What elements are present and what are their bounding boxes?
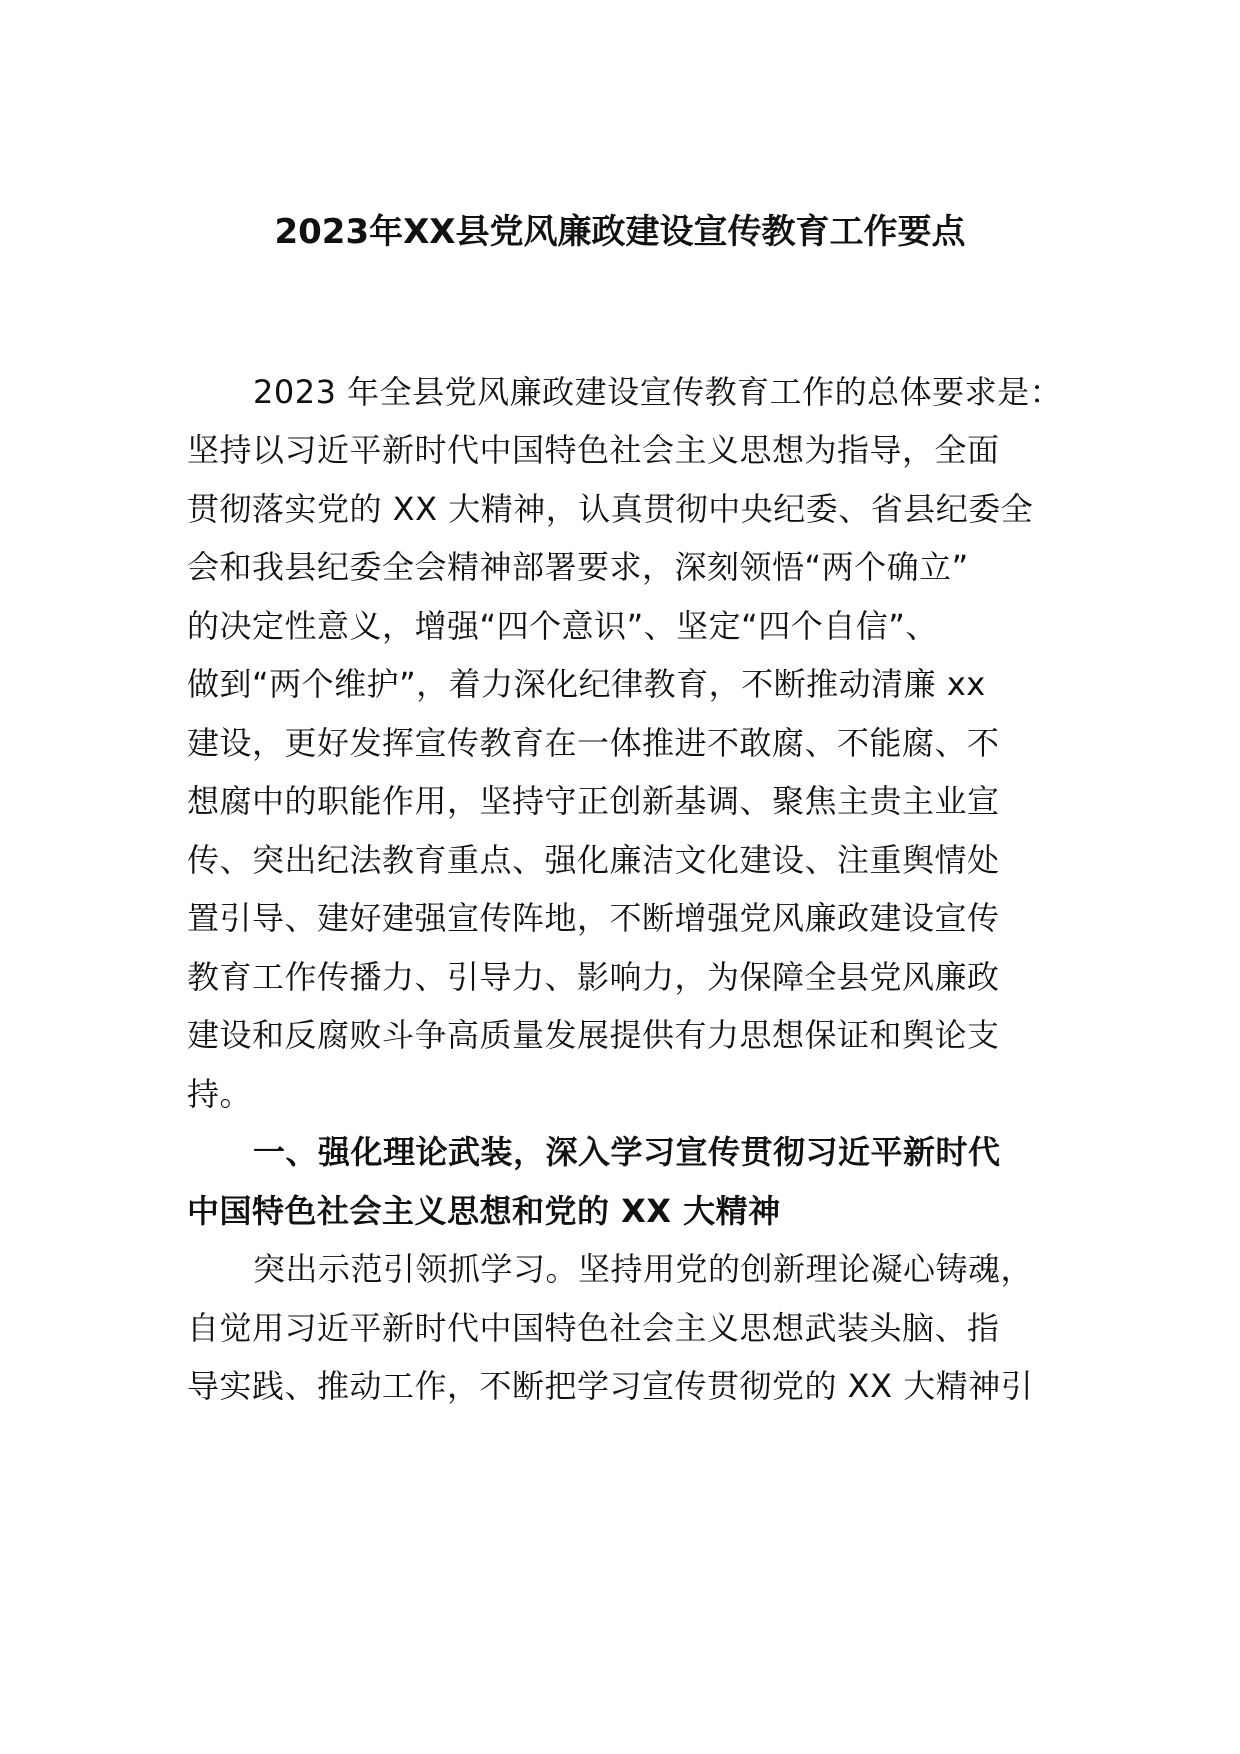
paragraph-1-line-13: 持。 <box>187 1075 253 1113</box>
paragraph-2-line-3: 导实践、推动工作，不断把学习宣传贯彻党的 XX 大精神引 <box>187 1367 1034 1405</box>
section-1-heading-line-1: 一、强化理论武装，深入学习宣传贯彻习近平新时代 <box>253 1133 1001 1171</box>
paragraph-2-line-2: 自觉用习近平新时代中国特色社会主义思想武装头脑、指 <box>187 1309 1000 1347</box>
paragraph-1-line-8: 想腐中的职能作用，坚持守正创新基调、聚焦主贵主业宣 <box>187 782 1000 820</box>
paragraph-1-line-11: 教育工作传播力、引导力、影响力，为保障全县党风廉政 <box>187 958 1000 996</box>
paragraph-1-line-2: 坚持以习近平新时代中国特色社会主义思想为指导，全面 <box>187 431 1000 469</box>
paragraph-2-line-1: 突出示范引领抓学习。坚持用党的创新理论凝心铸魂， <box>253 1250 1034 1288</box>
paragraph-1-line-4: 会和我县纪委全会精神部署要求，深刻领悟“两个确立” <box>187 548 969 586</box>
paragraph-1-line-5: 的决定性意义，增强“四个意识”、坚定“四个自信”、 <box>187 607 938 645</box>
paragraph-1-line-10: 置引导、建好建强宣传阵地，不断增强党风廉政建设宣传 <box>187 899 1000 937</box>
document-title: 2023年XX县党风廉政建设宣传教育工作要点 <box>274 212 966 252</box>
paragraph-1-line-1: 2023 年全县党风廉政建设宣传教育工作的总体要求是： <box>253 373 1063 411</box>
paragraph-1-line-7: 建设，更好发挥宣传教育在一体推进不敢腐、不能腐、不 <box>187 724 1000 762</box>
paragraph-1-line-6: 做到“两个维护”，着力深化纪律教育，不断推动清廉 xx <box>187 665 986 703</box>
section-1-heading-line-2: 中国特色社会主义思想和党的 XX 大精神 <box>187 1192 781 1230</box>
paragraph-1-line-12: 建设和反腐败斗争高质量发展提供有力思想保证和舆论支 <box>187 1016 1000 1054</box>
paragraph-1-line-9: 传、突出纪法教育重点、强化廉洁文化建设、注重舆情处 <box>187 841 1000 879</box>
paragraph-1-line-3: 贯彻落实党的 XX 大精神，认真贯彻中央纪委、省县纪委全 <box>187 490 1034 528</box>
